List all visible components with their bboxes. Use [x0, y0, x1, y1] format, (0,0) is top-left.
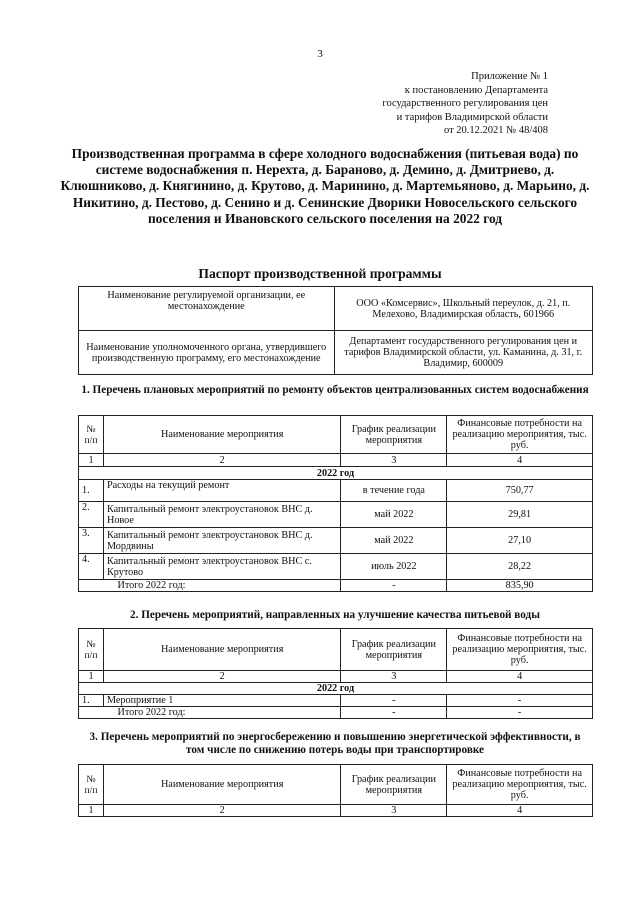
appendix-line: Приложение № 1: [471, 71, 548, 82]
col-name-header: Наименование мероприятия: [103, 416, 340, 454]
col-name-header: Наименование мероприятия: [103, 765, 340, 805]
passport-row: [79, 287, 593, 331]
index-cell: 1: [79, 454, 104, 467]
row-name: Капитальный ремонт электроустановок ВНС д. Мордвины: [103, 528, 340, 554]
page-number: 3: [317, 48, 323, 60]
index-cell: 1: [79, 671, 104, 683]
row-schedule: июль 2022: [341, 554, 447, 580]
appendix-line: к постановлению Департамента: [404, 84, 548, 96]
row-finance: 750,77: [447, 480, 593, 502]
section2-heading: [80, 609, 590, 622]
row-name: Капитальный ремонт электроустановок ВНС д. Новое: [103, 502, 340, 528]
row-schedule: в течение года: [341, 480, 447, 502]
total-schedule: -: [341, 707, 447, 719]
table-row: [79, 502, 593, 528]
header-row: [79, 765, 593, 805]
col-finance-header: Финансовые потребности на реализацию мероприятия, тыс. руб.: [447, 629, 593, 671]
total-row: [79, 580, 593, 592]
row-finance: 27,10: [447, 528, 593, 554]
appendix-line: государственного регулирования цен: [382, 98, 548, 110]
total-row: [79, 707, 593, 719]
index-cell: 2: [103, 805, 340, 817]
document-title: Производственная программа в сфере холодного водоснабжения (питьевая вода) по системе водоснабжения п. Нерехта, д. Бараново, д. Демино, д. Дмитриево, д. Клюшниково, д. Княгинино, д. Крутово, д. Маринино, д. Мартемьяново, д. Марьино, д. Никитино, д. Пестово, д. Сенино и д. Сенинские Дворики Новосельского сельского поселения и Ивановского сельского поселения на 2022 год: [60, 146, 590, 226]
table-row: [79, 695, 593, 707]
appendix-line: и тарифов Владимирской области: [396, 111, 548, 123]
table-row: [79, 554, 593, 580]
passport-heading: Паспорт производственной программы: [198, 266, 442, 281]
row-finance: 28,22: [447, 554, 593, 580]
col-num-header: № п/п: [79, 629, 104, 671]
index-cell: 4: [447, 805, 593, 817]
index-cell: 2: [103, 454, 340, 467]
row-name: Мероприятие 1: [103, 695, 340, 707]
section3-heading: [80, 731, 590, 758]
total-value: 835,90: [447, 580, 593, 592]
passport-table: [78, 286, 593, 375]
total-label: Итого 2022 год:: [103, 580, 340, 592]
table-row: [79, 480, 593, 502]
section1-heading: [80, 384, 590, 397]
year-label: 2022 год: [79, 467, 593, 480]
row-name: Капитальный ремонт электроустановок ВНС с. Крутово: [103, 554, 340, 580]
year-label: 2022 год: [79, 683, 593, 695]
total-schedule: -: [341, 580, 447, 592]
index-cell: 1: [79, 805, 104, 817]
section-number: 1.: [81, 384, 90, 396]
row-num: 2.: [79, 502, 104, 528]
section-title: Перечень плановых мероприятий по ремонту объектов централизованных систем водоснабжения: [92, 384, 589, 396]
index-cell: 3: [341, 805, 447, 817]
index-cell: 2: [103, 671, 340, 683]
header-row: [79, 416, 593, 454]
col-schedule-header: График реализации мероприятия: [341, 416, 447, 454]
appendix-block: [288, 70, 548, 138]
passport-label: Наименование регулируемой организации, ее местонахождение: [79, 287, 335, 331]
col-finance-header: Финансовые потребности на реализацию мероприятия, тыс. руб.: [447, 765, 593, 805]
index-row: [79, 671, 593, 683]
year-row: [79, 467, 593, 480]
row-schedule: май 2022: [341, 528, 447, 554]
index-cell: 3: [341, 671, 447, 683]
appendix-line: от 20.12.2021 № 48/408: [443, 125, 548, 137]
row-schedule: май 2022: [341, 502, 447, 528]
col-finance-header: Финансовые потребности на реализацию мероприятия, тыс. руб.: [447, 416, 593, 454]
row-num: 1.: [79, 695, 104, 707]
section3-table: [78, 764, 593, 817]
total-label: Итого 2022 год:: [103, 707, 340, 719]
passport-label: Наименование уполномоченного органа, утвердившего производственную программу, его местонахождение: [79, 331, 335, 375]
passport-value: ООО «Комсервис», Школьный переулок, д. 21, п. Мелехово, Владимирская область, 601966: [334, 287, 593, 331]
row-num: 3.: [79, 528, 104, 554]
row-num: 1.: [79, 480, 104, 502]
section-number: 3.: [89, 731, 98, 743]
col-schedule-header: График реализации мероприятия: [341, 765, 447, 805]
col-name-header: Наименование мероприятия: [103, 629, 340, 671]
index-cell: 4: [447, 671, 593, 683]
section-number: 2.: [130, 609, 139, 621]
row-name: Расходы на текущий ремонт: [103, 480, 340, 502]
index-row: [79, 454, 593, 467]
section-title: Перечень мероприятий, направленных на улучшение качества питьевой воды: [141, 609, 540, 621]
index-row: [79, 805, 593, 817]
col-schedule-header: График реализации мероприятия: [341, 629, 447, 671]
section1-table: [78, 415, 593, 592]
passport-value: Департамент государственного регулирования цен и тарифов Владимирской области, ул. Каманина, д. 31, г. Владимир, 600009: [334, 331, 593, 375]
row-num: 4.: [79, 554, 104, 580]
year-row: [79, 683, 593, 695]
passport-row: [79, 331, 593, 375]
total-value: -: [447, 707, 593, 719]
table-row: [79, 528, 593, 554]
section2-table: [78, 628, 593, 719]
row-finance: 29,81: [447, 502, 593, 528]
row-finance: -: [447, 695, 593, 707]
index-cell: 4: [447, 454, 593, 467]
col-num-header: № п/п: [79, 416, 104, 454]
index-cell: 3: [341, 454, 447, 467]
header-row: [79, 629, 593, 671]
col-num-header: № п/п: [79, 765, 104, 805]
row-schedule: -: [341, 695, 447, 707]
section-title: Перечень мероприятий по энергосбережению и повышению энергетической эффективности, в том числе по снижению потерь воды при транспортировке: [100, 731, 581, 757]
